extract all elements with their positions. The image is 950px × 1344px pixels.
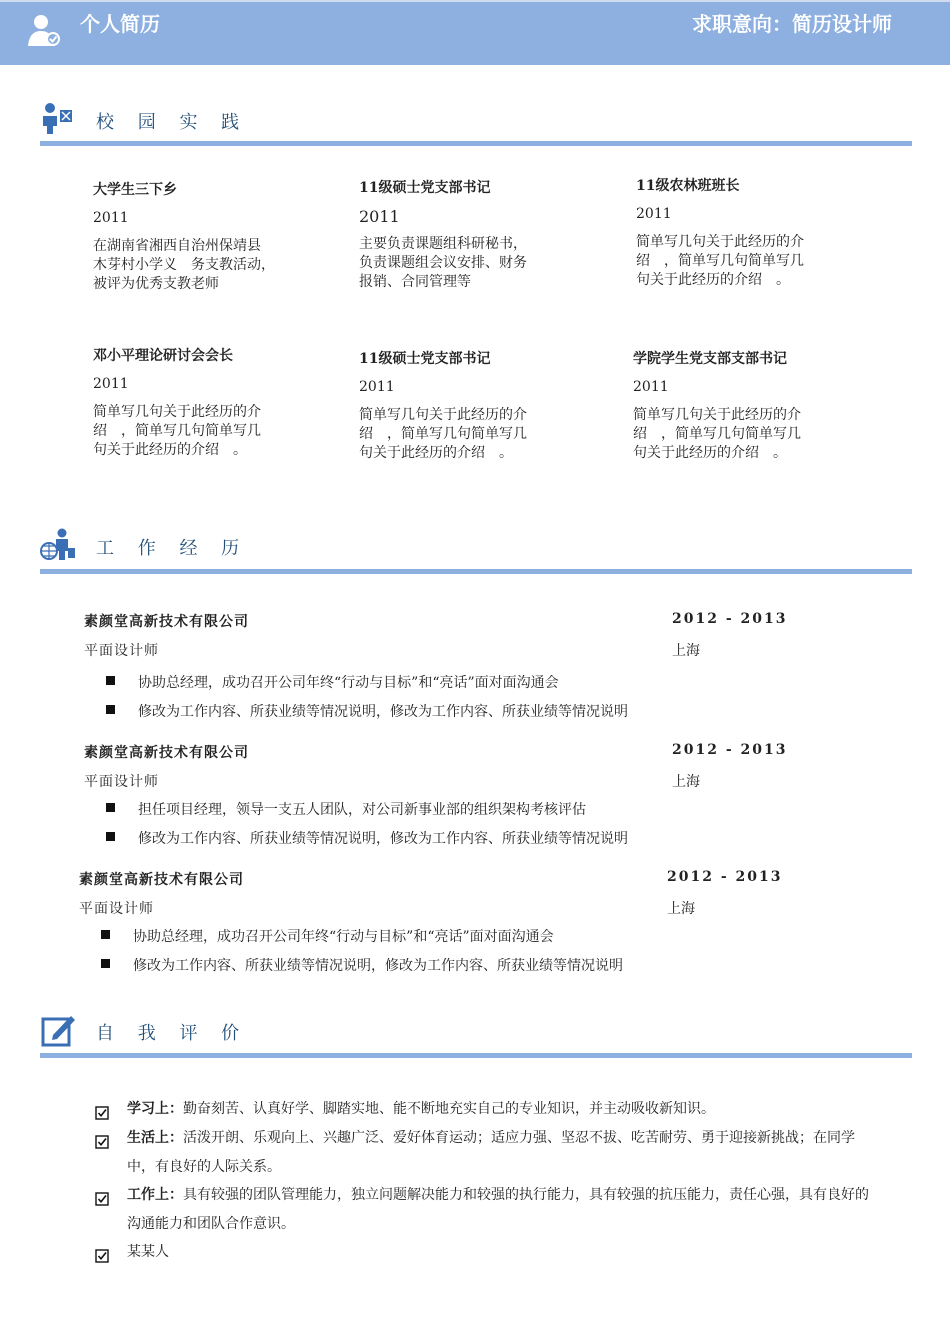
campus-card-desc: 在湖南省湘西自治州保靖县 木芽村小学义 务支教活动， 被评为优秀支教老师: [93, 238, 275, 292]
work-section-title: 工 作 经 历: [96, 538, 249, 559]
job-dates: 2012 - 2013: [672, 611, 788, 627]
edit-icon: [40, 1013, 76, 1053]
campus-section-header: [40, 102, 912, 142]
job-company: 素颜堂高新技术有限公司: [79, 872, 244, 888]
work-divider: [40, 569, 912, 574]
job-bullet-text: 修改为工作内容、所获业绩等情况说明，修改为工作内容、所获业绩等情况说明: [133, 958, 623, 974]
self-eval-text: 勤奋刻苦、认真好学、脚踏实地、能不断地充实自己的专业知识，并主动吸收新知识。: [183, 1101, 715, 1117]
campus-card-title: 大学生三下乡: [93, 182, 177, 198]
campus-card-year: 2011: [359, 207, 400, 226]
self-divider: [40, 1053, 912, 1058]
self-eval-text: 活泼开朗、乐观向上、兴趣广泛、爱好体育运动；适应力强、坚忍不拔、吃苦耐劳、勇于迎接新挑战；在同学中，有良好的人际关系。: [127, 1130, 855, 1175]
campus-card-title: 11级农林班班长: [636, 178, 740, 194]
campus-card: [93, 347, 333, 460]
square-bullet-icon: [101, 930, 110, 939]
job-position: 平面设计师: [84, 643, 159, 659]
campus-card: [93, 181, 333, 294]
campus-card: [359, 350, 599, 463]
campus-card: [633, 350, 873, 463]
campus-section-title: 校 园 实 践: [96, 112, 249, 133]
self-eval-label: 学习上：: [127, 1101, 183, 1117]
campus-card-desc: 主要负责课题组科研秘书， 负责课题组会议安排、财务 报销、合同管理等: [359, 236, 527, 290]
job-dates: 2012 - 2013: [667, 869, 783, 885]
square-bullet-icon: [106, 803, 115, 812]
header-bar: [0, 0, 950, 65]
campus-card-title: 邓小平理论研讨会会长: [93, 348, 233, 364]
job-bullet-text: 协助总经理，成功召开公司年终“行动与目标”和“亮话”面对面沟通会: [138, 675, 559, 691]
campus-card-desc: 简单写几句关于此经历的介 绍 ，简单写几句简单写几 句关于此经历的介绍 。: [93, 404, 261, 458]
job-city: 上海: [672, 643, 700, 659]
resume-title: 个人简历: [80, 12, 160, 36]
work-section-header: [40, 528, 912, 568]
job-bullet-text: 修改为工作内容、所获业绩等情况说明，修改为工作内容、所获业绩等情况说明: [138, 831, 628, 847]
checkbox-icon: [95, 1102, 109, 1131]
self-eval-text: 某某人: [127, 1244, 169, 1260]
campus-card-desc: 简单写几句关于此经历的介 绍 ，简单写几句简单写几 句关于此经历的介绍 。: [359, 407, 527, 461]
checkbox-icon: [95, 1245, 109, 1274]
self-eval-label: 生活上：: [127, 1130, 183, 1146]
campus-card-desc: 简单写几句关于此经历的介 绍 ，简单写几句简单写几 句关于此经历的介绍 。: [636, 234, 804, 288]
job-bullet-text: 协助总经理，成功召开公司年终“行动与目标”和“亮话”面对面沟通会: [133, 929, 554, 945]
person-icon: [26, 12, 62, 52]
self-section-title: 自 我 评 价: [96, 1023, 249, 1044]
square-bullet-icon: [106, 705, 115, 714]
campus-card-year: 2011: [359, 379, 395, 395]
campus-card-year: 2011: [633, 379, 669, 395]
square-bullet-icon: [101, 959, 110, 968]
checkbox-icon: [95, 1131, 109, 1160]
campus-card-year: 2011: [636, 206, 672, 222]
square-bullet-icon: [106, 676, 115, 685]
job-dates: 2012 - 2013: [672, 742, 788, 758]
self-eval-label: 工作上：: [127, 1187, 183, 1203]
campus-card-year: 2011: [93, 210, 129, 226]
campus-card: [636, 177, 876, 290]
campus-card-title: 11级硕士党支部书记: [359, 180, 491, 196]
campus-icon: [40, 102, 74, 140]
job-intent: 求职意向：简历设计师: [692, 12, 892, 36]
self-section-header: [40, 1013, 912, 1053]
job-city: 上海: [672, 774, 700, 790]
campus-divider: [40, 141, 912, 146]
job-bullet-text: 担任项目经理，领导一支五人团队，对公司新事业部的组织架构考核评估: [138, 802, 586, 818]
job-position: 平面设计师: [79, 901, 154, 917]
job-city: 上海: [667, 901, 695, 917]
self-eval-text: 具有较强的团队管理能力，独立问题解决能力和较强的执行能力，具有较强的抗压能力，责任心强，具有良好的沟通能力和团队合作意识。: [127, 1187, 869, 1232]
campus-card-desc: 简单写几句关于此经历的介 绍 ，简单写几句简单写几 句关于此经历的介绍 。: [633, 407, 801, 461]
job-company: 素颜堂高新技术有限公司: [84, 614, 249, 630]
work-icon: [40, 528, 76, 566]
campus-card-title: 学院学生党支部支部书记: [633, 351, 787, 367]
campus-card-title: 11级硕士党支部书记: [359, 351, 491, 367]
job-position: 平面设计师: [84, 774, 159, 790]
checkbox-icon: [95, 1188, 109, 1217]
campus-card-year: 2011: [93, 376, 129, 392]
square-bullet-icon: [106, 832, 115, 841]
job-bullet-text: 修改为工作内容、所获业绩等情况说明，修改为工作内容、所获业绩等情况说明: [138, 704, 628, 720]
campus-card: [359, 179, 599, 292]
job-company: 素颜堂高新技术有限公司: [84, 745, 249, 761]
